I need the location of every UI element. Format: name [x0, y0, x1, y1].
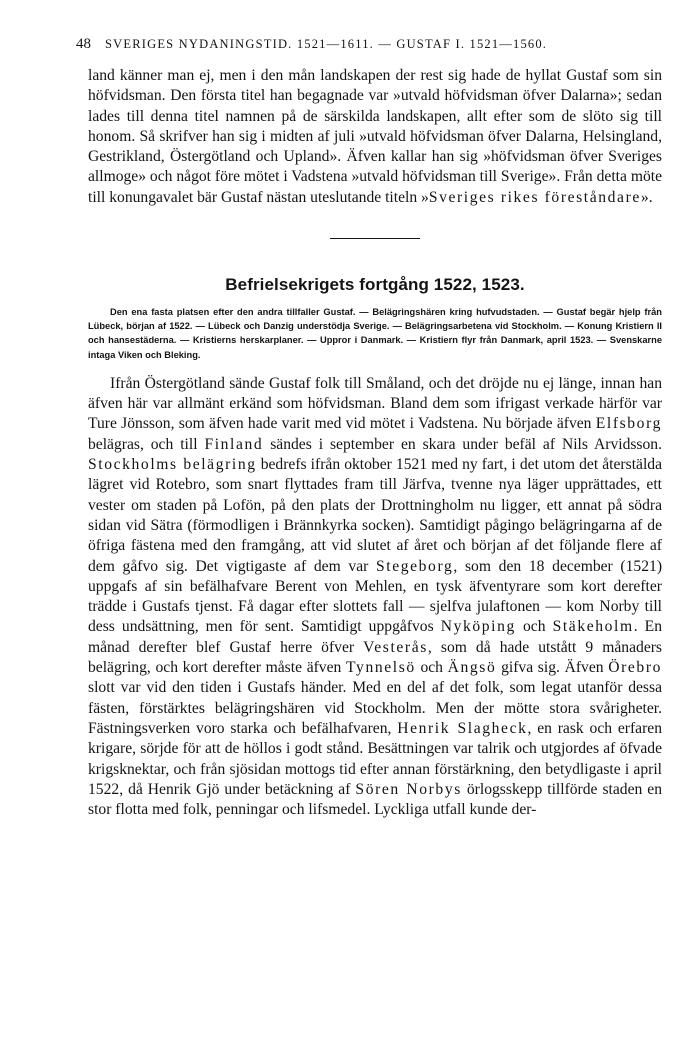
running-header [76, 36, 662, 58]
paragraph-text: sändes i september en skara under befäl af Nils Arvidsson. [263, 435, 662, 453]
section-divider [330, 238, 420, 239]
emphasized-place: Stegeborg [376, 557, 454, 575]
paragraph-text: land känner man ej, men i den mån landskapen der rest sig hade de hyllat Gustaf som sin höfvidsman. Den första titel han begagnade var »utvald höfvidsman öfver Dalarna»; sedan lades till denna titel namnen på de särskilda landskapen, allt efter som de slöto sig till honom. Så skrifver han sig i midten af juli »utvald höfvidsman öfver Dalarna, Helsingland, Gestrikland, Östergötland och Upland». Äfven kallar han sig »höfvidsman öfver Sveriges allmoge» och något före mötet i Vadstena »utvald höfvidsman till Sverige». Från detta möte till konungavalet bär Gustaf nästan uteslutande titeln » [88, 67, 662, 206]
section-summary [88, 305, 662, 362]
paragraph-continued [88, 66, 662, 208]
emphasized-place: Finland [204, 435, 264, 453]
emphasized-place: Stockholms belägring [88, 456, 257, 474]
paragraph-text: . En månad derefter blef Gustaf herre öfver [88, 618, 663, 656]
emphasized-place: Elfsborg [595, 415, 662, 433]
page-number: 48 [76, 36, 91, 52]
paragraph-text: , en rask och erfaren krigare, sörjde för att de höllos i godt stånd. Besättningen var talrik och utgjordes af öfvade krigsknektar, och från sjösidan mottogs tid efter annan förstärkning, den betydligaste i april 1522, då Henrik Gjö under betäckning af [88, 719, 663, 798]
emphasized-place: Örebro [608, 659, 663, 677]
section-heading: Befrielsekrigets fortgång 1522, 1523. [225, 275, 525, 295]
book-page [76, 36, 663, 820]
main-paragraph [88, 374, 662, 821]
emphasized-place: Vesterås [363, 638, 428, 656]
running-title: SVERIGES NYDANINGSTID. 1521—1611. — GUSTAF I. 1521—1560. [105, 37, 548, 51]
emphasized-person: Sören Norbys [355, 780, 462, 798]
summary-text: Den ena fasta platsen efter den andra tillfaller Gustaf. — Belägringshären kring hufvudstaden. — Gustaf begär hjelp från Lübeck, början af 1522. — Lübeck och Danzig understödja Sverige. — Belägringsarbetena vid Stockholm. — Konung Kristiern II och hansestäderna. — Kristierns herskarplaner. — Uppror i Danmark. — Kristiern flyr från Danmark, april 1523. — Svenskarne intaga Viken och Bleking. [88, 307, 662, 360]
emphasized-place: Ängsö [447, 659, 497, 677]
emphasized-place: Stäkeholm [552, 618, 634, 636]
paragraph-text: , som då hade utstått 9 månaders belägring, och kort derefter måste äfven [88, 638, 662, 677]
paragraph-text: bedrefs ifrån oktober 1521 med ny fart, i det utom det återstälda lägret vid Rotebro, som snart flyttades fram till Järfva, tvenne nya läger upprättades, ett vester om staden på Lofön, på den plats der Drottningholm nu ligger, ett annat på södra sidan vid Sätra (förmodligen i Brännkyrka socken). Samtidigt pågingo belägringarna af de öfriga fästena med den framgång, att vid slutet af året och början af det följande flere af dem gåfvo sig. Det vigtigaste af dem var [88, 456, 662, 575]
paragraph-text: , som den 18 december (1521) uppgafs af sin befälhafvare Berent von Mehlen, en tysk äfventyrare som kort derefter trädde i Gustafs tjenst. Få dagar efter slottets fall — sjelfva julaftonen — kom Norby till dess undsättning, men för sent. Samtidigt uppgåfvos [88, 557, 663, 636]
paragraph-text: belägras, och till [88, 435, 205, 453]
emphasized-place: Nyköping [440, 618, 516, 636]
paragraph-text: och [415, 659, 448, 677]
emphasized-title: Sveriges rikes föreståndare [428, 188, 641, 206]
paragraph-text: slott var vid den tiden i Gustafs händer. Med en del af det folk, som legat utanför dessa fästen, förstärktes belägringshären vid Stockholm. Men der mötte stora svårigheter. Fästningsverken voro starka och befälhafvaren, [88, 679, 662, 737]
paragraph-text: och [515, 618, 553, 636]
paragraph-text: Ifrån Östergötland sände Gustaf folk till Småland, och det dröjde nu ej länge, innan han äfven här var allmänt erkänd som höfvidsman. Bland dem som ifrigast verkade härför var Ture Jönsson, som äfven hade varit med vid mötet i Vadstena. Nu började äfven [88, 374, 662, 433]
paragraph-text: örlogsskepp tillförde staden en stor flotta med folk, penningar och lifsmedel. Lyckliga utfall kunde der- [88, 780, 662, 819]
emphasized-person: Henrik Slagheck [397, 719, 528, 737]
emphasized-place: Tynnelsö [346, 659, 416, 677]
paragraph-text: gifva sig. Äfven [496, 659, 609, 677]
paragraph-text: ». [640, 188, 653, 206]
